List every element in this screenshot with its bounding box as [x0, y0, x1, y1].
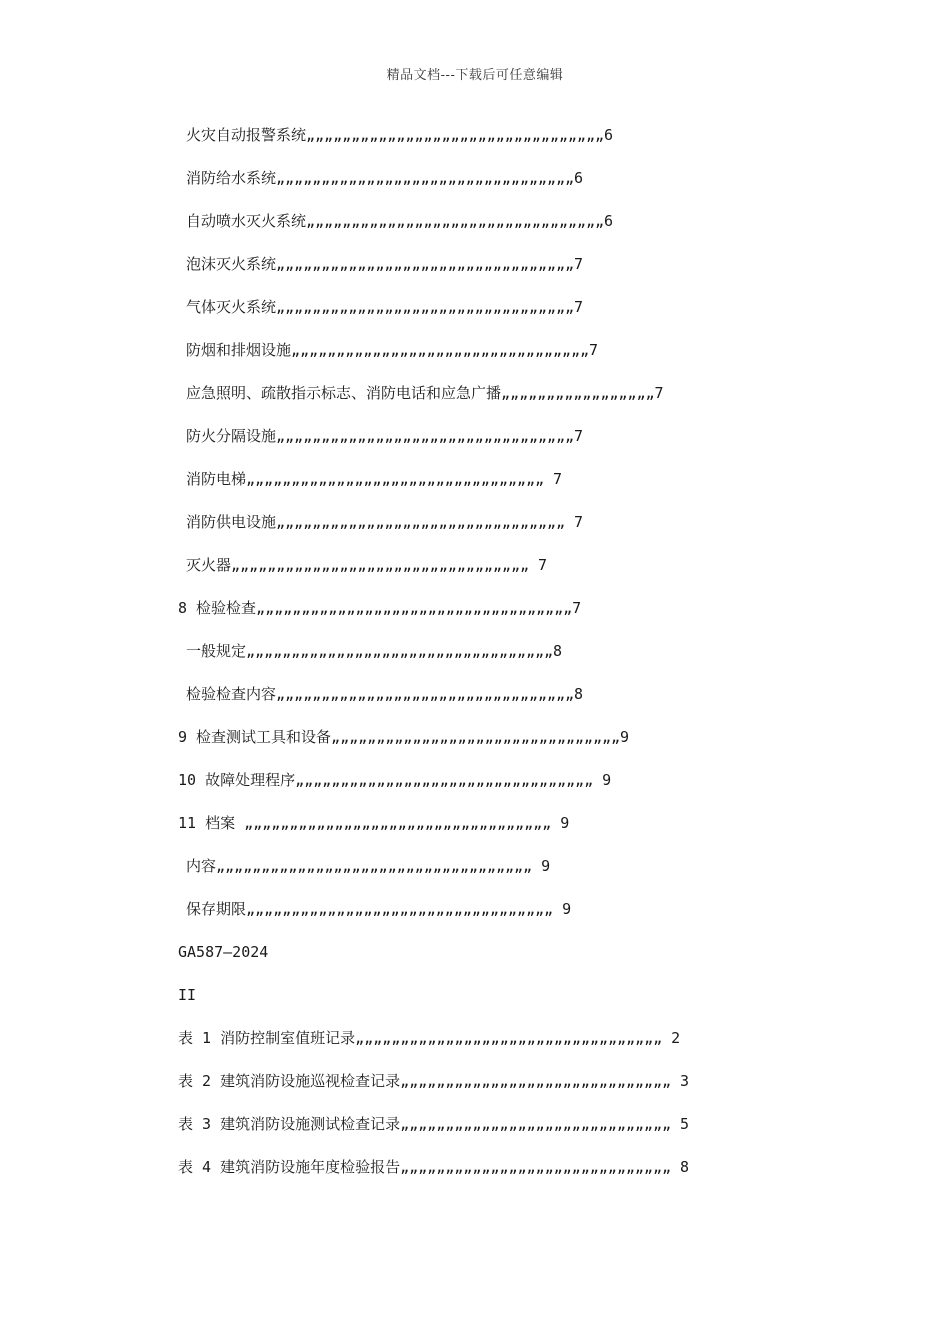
toc-entry-retention-period[interactable]: 保存期限„„„„„„„„„„„„„„„„„„„„„„„„„„„„„„„„„„ 9 — [186, 900, 572, 918]
standard-code: GA587—2024 — [178, 943, 269, 961]
toc-entry-content[interactable]: 内容„„„„„„„„„„„„„„„„„„„„„„„„„„„„„„„„„„„ 9 — [186, 857, 551, 875]
toc-entry-gas-system[interactable]: 气体灭火系统„„„„„„„„„„„„„„„„„„„„„„„„„„„„„„„„„7 — [186, 298, 584, 316]
toc-entry-section-9[interactable]: 9 检查测试工具和设备„„„„„„„„„„„„„„„„„„„„„„„„„„„„„„„„9 — [178, 728, 630, 746]
toc-entry-extinguisher[interactable]: 灭火器„„„„„„„„„„„„„„„„„„„„„„„„„„„„„„„„„ 7 — [186, 556, 548, 574]
page-header: 精品文档---下载后可任意编辑 — [386, 68, 564, 83]
toc-entry-foam-system[interactable]: 泡沫灭火系统„„„„„„„„„„„„„„„„„„„„„„„„„„„„„„„„„7 — [186, 255, 584, 273]
toc-entry-table-3[interactable]: 表 3 建筑消防设施测试检查记录„„„„„„„„„„„„„„„„„„„„„„„„„„„„„„ 5 — [178, 1115, 690, 1133]
toc-entry-sprinkler-system[interactable]: 自动喷水灭火系统„„„„„„„„„„„„„„„„„„„„„„„„„„„„„„„„„6 — [186, 212, 614, 230]
toc-entry-fire-separation[interactable]: 防火分隔设施„„„„„„„„„„„„„„„„„„„„„„„„„„„„„„„„„7 — [186, 427, 584, 445]
toc-entry-smoke-control[interactable]: 防烟和排烟设施„„„„„„„„„„„„„„„„„„„„„„„„„„„„„„„„„7 — [186, 341, 599, 359]
toc-entry-emergency-lighting[interactable]: 应急照明、疏散指示标志、消防电话和应急广播„„„„„„„„„„„„„„„„„7 — [186, 384, 664, 402]
toc-entry-table-2[interactable]: 表 2 建筑消防设施巡视检查记录„„„„„„„„„„„„„„„„„„„„„„„„„„„„„„ 3 — [178, 1072, 690, 1090]
toc-entry-general-rules[interactable]: 一般规定„„„„„„„„„„„„„„„„„„„„„„„„„„„„„„„„„„8 — [186, 642, 563, 660]
page-roman-numeral: II — [178, 986, 197, 1004]
toc-entry-section-10[interactable]: 10 故障处理程序„„„„„„„„„„„„„„„„„„„„„„„„„„„„„„„„„ 9 — [178, 771, 612, 789]
toc-entry-fire-alarm-system[interactable]: 火灾自动报警系统„„„„„„„„„„„„„„„„„„„„„„„„„„„„„„„„„6 — [186, 126, 614, 144]
toc-entry-section-8[interactable]: 8 检验检查„„„„„„„„„„„„„„„„„„„„„„„„„„„„„„„„„„„7 — [178, 599, 582, 617]
toc-entry-water-supply[interactable]: 消防给水系统„„„„„„„„„„„„„„„„„„„„„„„„„„„„„„„„„6 — [186, 169, 584, 187]
toc-entry-table-4[interactable]: 表 4 建筑消防设施年度检验报告„„„„„„„„„„„„„„„„„„„„„„„„„„„„„„ 8 — [178, 1158, 690, 1176]
toc-entry-inspection-content[interactable]: 检验检查内容„„„„„„„„„„„„„„„„„„„„„„„„„„„„„„„„„8 — [186, 685, 584, 703]
toc-entry-fire-elevator[interactable]: 消防电梯„„„„„„„„„„„„„„„„„„„„„„„„„„„„„„„„„ 7 — [186, 470, 563, 488]
toc-entry-power-supply[interactable]: 消防供电设施„„„„„„„„„„„„„„„„„„„„„„„„„„„„„„„„ 7 — [186, 513, 584, 531]
toc-entry-table-1[interactable]: 表 1 消防控制室值班记录„„„„„„„„„„„„„„„„„„„„„„„„„„„„„„„„„„ 2 — [178, 1029, 681, 1047]
toc-entry-section-11[interactable]: 11 档案 „„„„„„„„„„„„„„„„„„„„„„„„„„„„„„„„„„ 9 — [178, 814, 570, 832]
